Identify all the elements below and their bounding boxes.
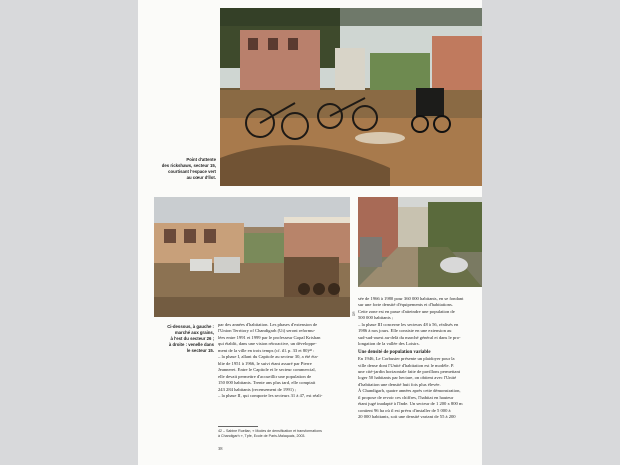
text-line: lées entre 1991 et 1999 par le professeur Gopal Krishan <box>218 334 321 340</box>
caption-line: courtisant l'espace vert <box>168 169 216 174</box>
text-line: 150 000 habitants. Trente ans plus tard, elle comptait <box>218 380 316 386</box>
text-line: 20 000 habitants, soit une densité variant de 55 à 200 <box>358 414 456 420</box>
footnote-rule <box>218 426 258 427</box>
text-line: longation de la vallée des Loisirs. <box>358 341 420 347</box>
caption-grain-market <box>138 324 214 354</box>
text-line: – la phase II, qui comporte les secteurs 31 à 47, est réali- <box>218 392 323 398</box>
caption-line: le secteur 15. <box>186 348 214 353</box>
footnote <box>218 429 350 439</box>
text-line: d'habitation une densité huit fois plus élevée. <box>358 381 441 387</box>
text-line: par des années d'habitation. Les phases d'extension de <box>218 322 318 327</box>
text-line: 1986 à nos jours. Elle consiste en une extension au <box>358 328 452 334</box>
background-left <box>0 0 138 465</box>
text-line: sée de 1966 à 1980 pour 360 000 habitants, en se fondant <box>358 296 464 301</box>
photo-alley <box>358 197 482 287</box>
text-line: – la phase III concerne les secteurs 48 à 56, réalisés en <box>358 321 459 327</box>
background-right <box>482 0 620 465</box>
caption-line: des rickshaws, secteur 15, <box>161 163 216 168</box>
text-line: 243 284 habitants (recensement de 1991) ; <box>218 386 297 392</box>
photo-credit: DR <box>352 311 356 316</box>
text-line: une cité-jardin horizontale faite de pavillons permettant <box>358 368 461 374</box>
text-line: l'Union Territory of Chandigarh (Ut) seront reformu- <box>218 328 316 334</box>
text-line: elle devait permettre d'accueillir une population de <box>218 373 312 379</box>
text-column-right <box>358 296 482 421</box>
text-line: 500 000 habitants ; <box>358 315 394 321</box>
caption-line: à droite : venelle dans <box>168 342 214 347</box>
footnote-line: à Chandigarh », Tpfe, Ecole de Paris-Malaquais, 2003. <box>218 434 306 438</box>
section-heading: Une densité de population variable <box>358 349 431 355</box>
text-line: – la phase I, allant du Capitole au secteur 30, a été éta- <box>218 354 319 360</box>
text-line: À Chandigarh, quatre années après cette démonstration, <box>358 388 461 394</box>
footnote-line: 42 – Sabine Ruellan, « Modes de densification et transformations <box>218 429 322 433</box>
text-line: qui établit, dans une vision rétroactive, un développe- <box>218 341 317 347</box>
text-line: En 1946, Le Corbusier présente un plaidoyer pour la <box>358 356 455 362</box>
page-number: 38 <box>218 446 223 451</box>
text-line: Jeanneret. Entre le Capitole et le secteur commercial, <box>218 367 316 373</box>
photo-rickshaw-stand <box>220 8 482 186</box>
caption-line: au cœur d'îlot. <box>186 175 216 180</box>
caption-line: Point d'attente <box>186 157 216 162</box>
text-line: Cette zone est en passe d'atteindre une population de <box>358 308 455 314</box>
text-line: blie de 1951 à 1966, le suivi étant assuré par Pierre <box>218 360 312 366</box>
caption-rickshaw <box>138 157 216 181</box>
text-line: loger 50 habitants par hectare, on obtient avec l'Unité <box>358 375 457 381</box>
text-line: ment de la ville en trois temps (cf. ill. p. 33 et 80)⁴² : <box>218 347 315 353</box>
book-page <box>138 0 482 465</box>
caption-line: Ci-dessous, à gauche : <box>167 324 214 329</box>
text-line: il propose de revoir ces chiffres, l'habitat en hauteur <box>358 394 454 400</box>
caption-line: à l'est du secteur 26 ; <box>170 336 214 341</box>
caption-line: marché aux grains, <box>174 330 214 335</box>
text-line: étant jugé inadapté à l'Inde. Un secteur de 1 200 x 800 m <box>358 401 463 407</box>
text-line: ville dense dont l'Unité d'habitation est le modèle. P. <box>358 362 455 368</box>
photo-grain-market <box>154 197 350 317</box>
text-column-left <box>218 322 350 399</box>
text-line: contient 96 ha où il est prévu d'installer de 5 000 à <box>358 407 451 413</box>
text-line: sud-sud-ouest au-delà du marché général et dans le pro- <box>358 334 461 340</box>
text-line: sur une forte densité d'équipements et d'habitations. <box>358 302 453 308</box>
